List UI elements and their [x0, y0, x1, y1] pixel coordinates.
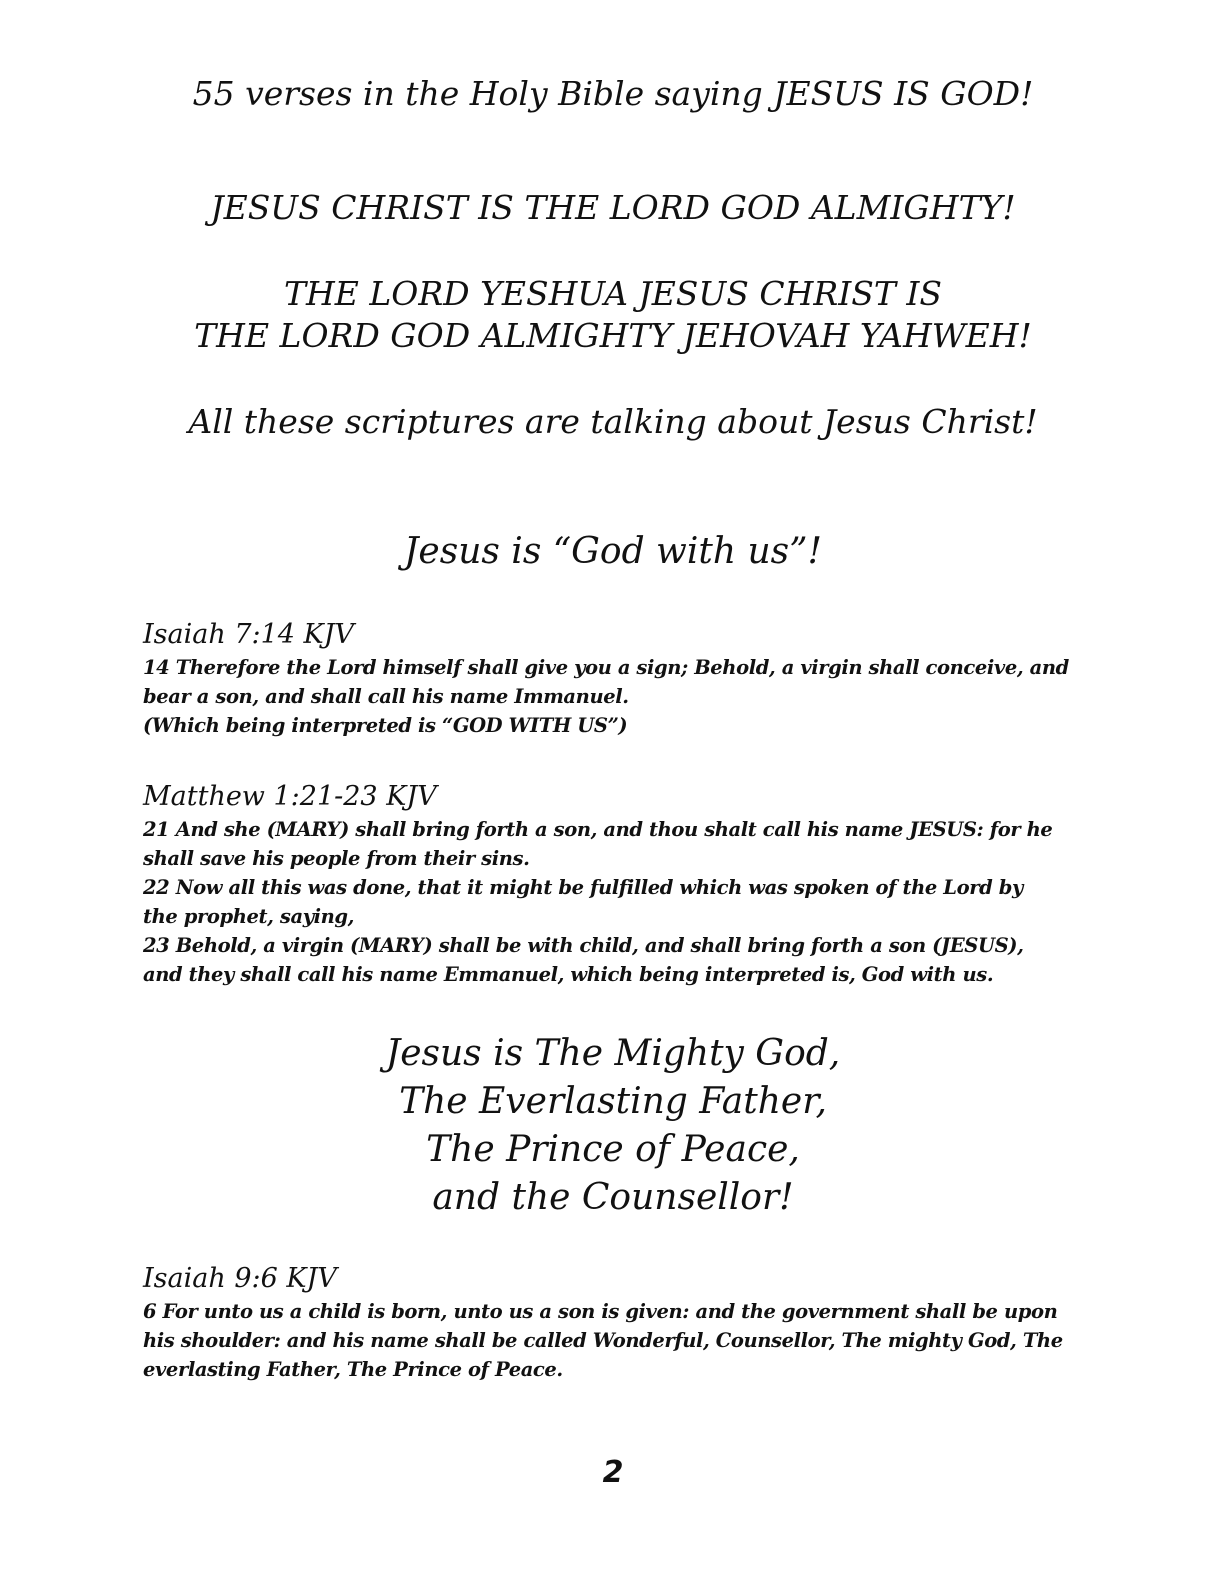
- section-title-prince-of-peace: The Prince of Peace,: [426, 1129, 800, 1170]
- passage-reference: Isaiah 7:14 KJV: [143, 619, 355, 650]
- section-title-mighty-god: Jesus is The Mighty God,: [385, 1033, 841, 1074]
- section-title-god-with-us: Jesus is “God with us”!: [403, 531, 823, 572]
- heading-all-scriptures: All these scriptures are talking about Jesus Christ!: [188, 402, 1038, 441]
- passage-text: 14 Therefore the Lord himself shall give you a sign; Behold, a virgin shall conceive, and bear a son, and shall call his name Immanuel. (Which being interpreted is “GOD WITH US”): [143, 656, 1069, 737]
- passage-text: 21 And she (MARY) shall bring forth a son, and thou shalt call his name JESUS: for he shall save his people from their sins. 22 Now all this was done, that it might be fulfilled which was spoken of the Lord by the prophet, saying, 23 Behold, a virgin (MARY) shall be with child, and shall bring forth a son (JESUS), and they shall call his name Emmanuel, which being interpreted is, God with us.: [143, 818, 1053, 986]
- heading-yeshua-line2: THE LORD GOD ALMIGHTY JEHOVAH YAHWEH!: [194, 316, 1032, 355]
- heading-yeshua-line1: THE LORD YESHUA JESUS CHRIST IS: [283, 274, 942, 313]
- heading-lord-god-almighty: JESUS CHRIST IS THE LORD GOD ALMIGHTY!: [210, 188, 1016, 227]
- heading-55-verses: 55 verses in the Holy Bible saying JESUS IS GOD!: [192, 74, 1034, 113]
- passage-text: 6 For unto us a child is born, unto us a son is given: and the government shall be upon his shoulder: and his name shall be called Wonderful, Counsellor, The mighty God, The everlasting Father, The Prince of Peace.: [143, 1300, 1063, 1381]
- section-title-everlasting-father: The Everlasting Father,: [399, 1081, 827, 1122]
- passage-reference: Isaiah 9:6 KJV: [143, 1263, 337, 1294]
- page-number: 2: [602, 1455, 624, 1490]
- passage-reference: Matthew 1:21-23 KJV: [143, 781, 437, 812]
- section-title-counsellor: and the Counsellor!: [432, 1177, 794, 1218]
